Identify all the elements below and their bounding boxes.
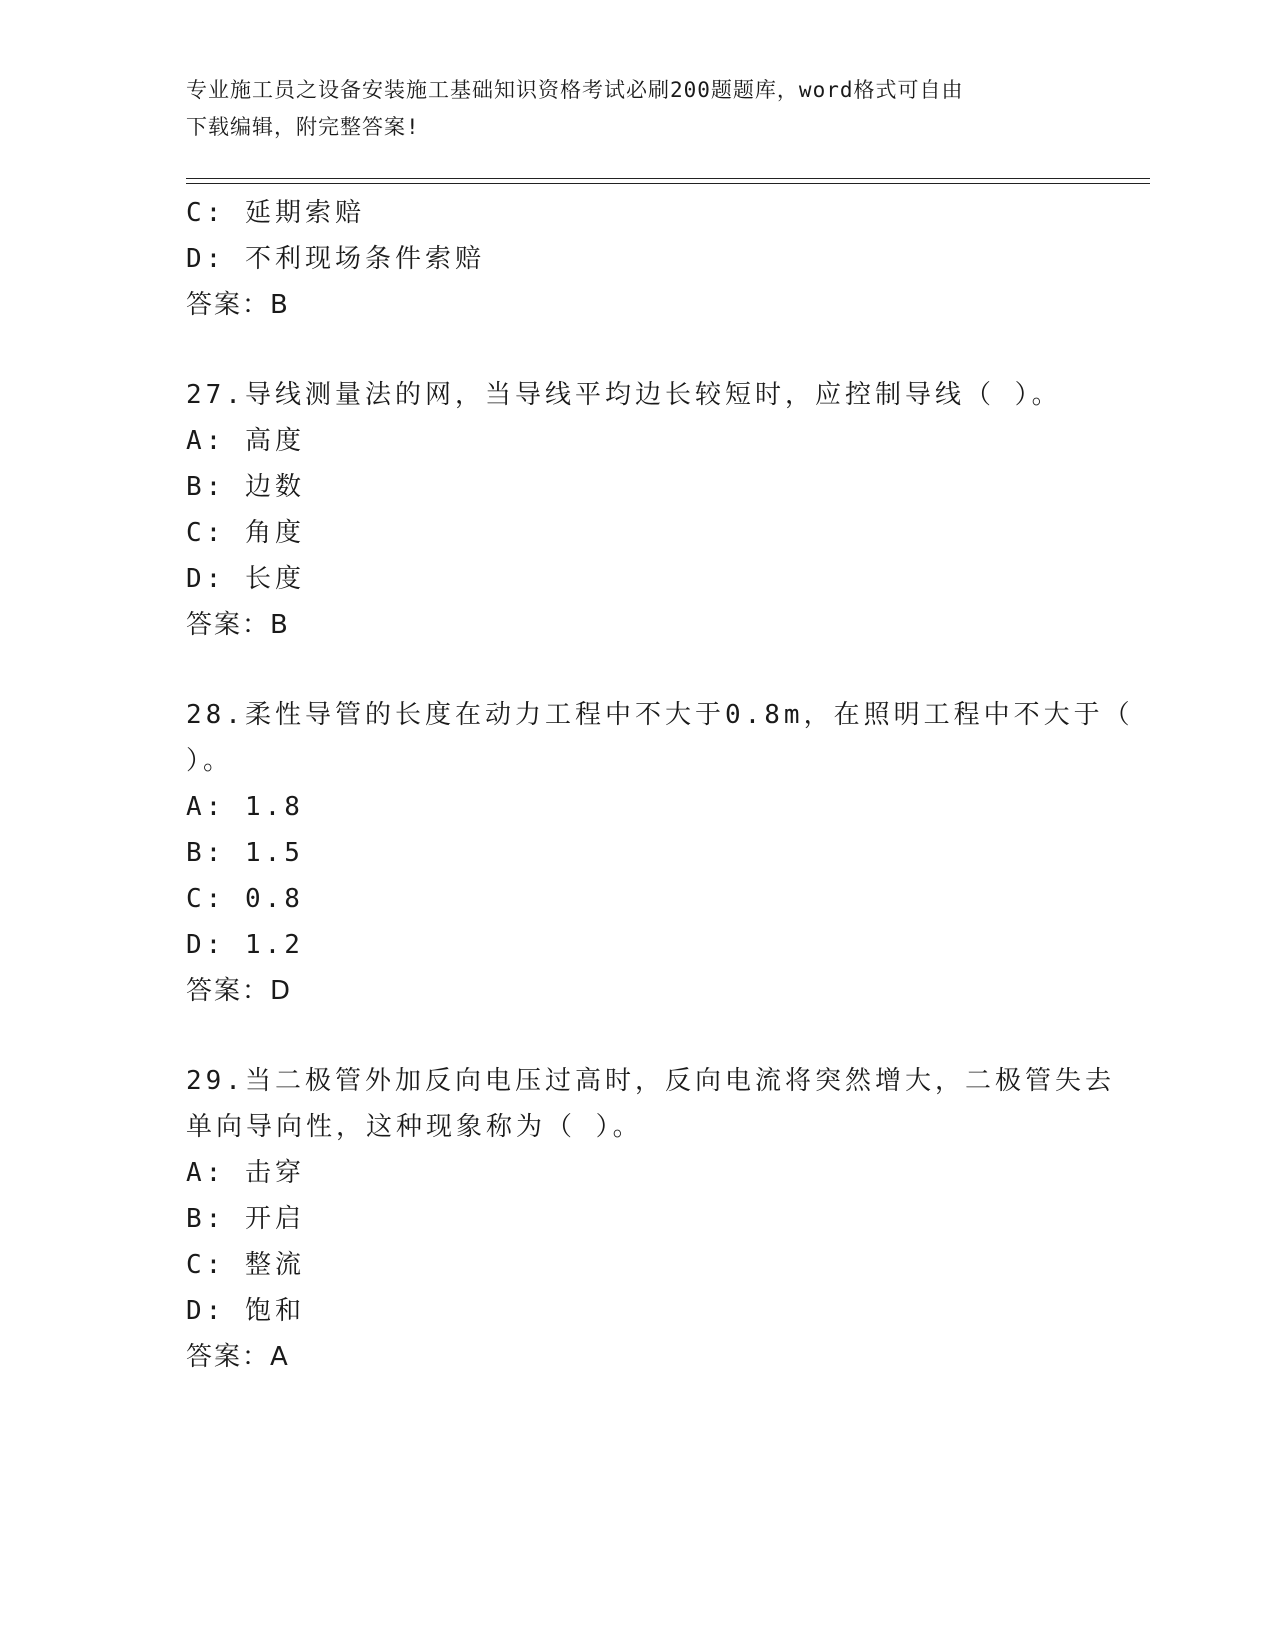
option-c: C: 延期索赔 <box>186 198 365 228</box>
option-c: C: 角度 <box>186 518 305 548</box>
question-stem-line: ）。 <box>186 746 234 776</box>
question-29 <box>186 1058 1115 1380</box>
document-header <box>186 72 1066 146</box>
option-d: D: 长度 <box>186 564 305 594</box>
question-28 <box>186 692 1134 1014</box>
option-a: A: 击穿 <box>186 1158 305 1188</box>
prev-question-block <box>186 190 1086 328</box>
option-b: B: 1.5 <box>186 838 304 868</box>
option-d: D: 1.2 <box>186 930 304 960</box>
answer-line: 答案：B <box>186 610 290 640</box>
spacer <box>186 328 1086 372</box>
answer-line: 答案：B <box>186 290 290 320</box>
option-d: D: 不利现场条件索赔 <box>186 244 485 274</box>
option-b: B: 边数 <box>186 472 305 502</box>
header-rule-bottom <box>186 183 1150 184</box>
question-stem-line: 27.导线测量法的网，当导线平均边长较短时，应控制导线（ ）。 <box>186 380 1062 410</box>
option-c: C: 0.8 <box>186 884 304 914</box>
option-d: D: 饱和 <box>186 1296 305 1326</box>
question-stem-line: 28.柔性导管的长度在动力工程中不大于0.8m，在照明工程中不大于（ <box>186 700 1134 730</box>
header-title-line-2: 下载编辑，附完整答案! <box>186 115 420 139</box>
option-c: C: 整流 <box>186 1250 305 1280</box>
question-stem-line: 29.当二极管外加反向电压过高时，反向电流将突然增大，二极管失去 <box>186 1066 1115 1096</box>
option-a: A: 高度 <box>186 426 305 456</box>
answer-line: 答案：D <box>186 976 293 1006</box>
answer-line: 答案：A <box>186 1342 290 1372</box>
question-stem-line: 单向导向性，这种现象称为（ ）。 <box>186 1112 643 1142</box>
header-title-line-1: 专业施工员之设备安装施工基础知识资格考试必刷200题题库，word格式可自由 <box>186 78 964 102</box>
question-27 <box>186 372 1086 648</box>
option-a: A: 1.8 <box>186 792 304 822</box>
option-b: B: 开启 <box>186 1204 305 1234</box>
spacer <box>186 1014 1086 1058</box>
document-body <box>186 190 1134 1380</box>
header-rule-top <box>186 178 1150 179</box>
spacer <box>186 648 1086 692</box>
